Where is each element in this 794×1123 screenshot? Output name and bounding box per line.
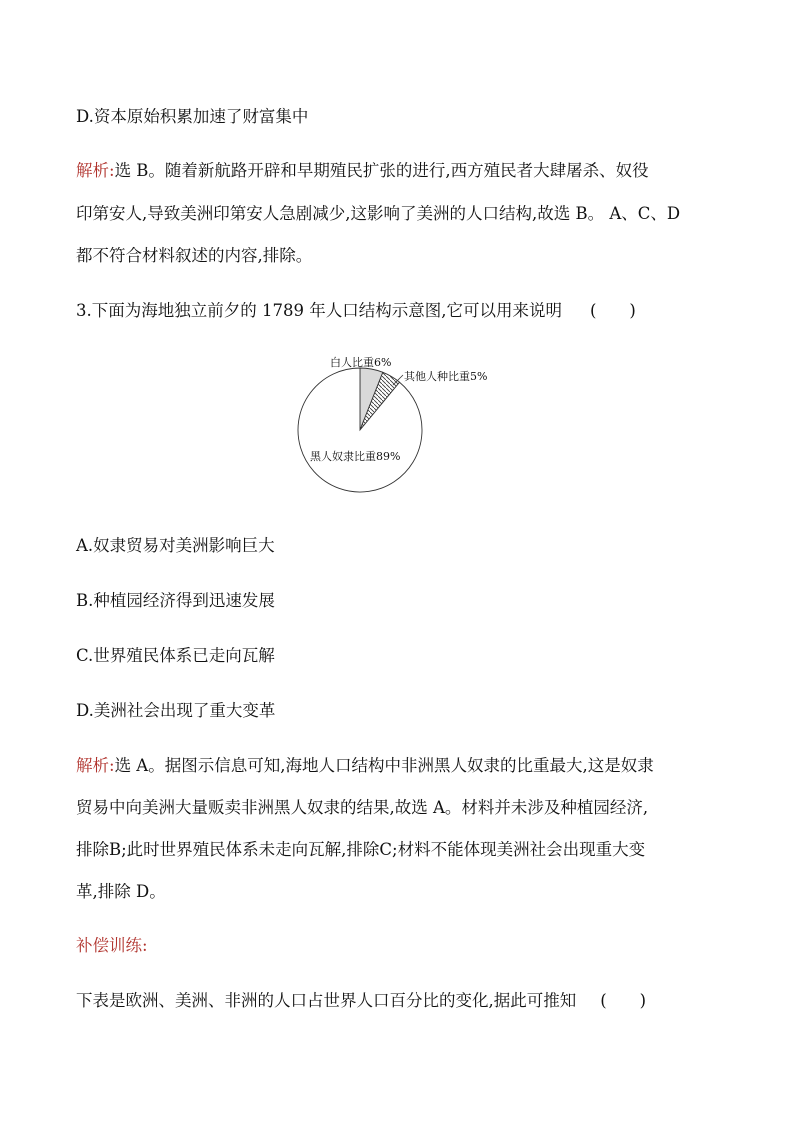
q3-analysis-line-3: 排除B;此时世界殖民体系未走向瓦解,排除C;材料不能体现美洲社会出现重大变	[76, 840, 646, 859]
q3-option-d: D.美洲社会出现了重大变革	[76, 701, 276, 720]
q3-analysis-line-2: 贸易中向美洲大量贩卖非洲黑人奴隶的结果,故选 A。材料并未涉及种植园经济,	[76, 798, 649, 817]
answer-blank: ( )	[600, 991, 647, 1010]
q2-analysis-line-3: 都不符合材料叙述的内容,排除。	[76, 246, 313, 265]
q3-option-c: C.世界殖民体系已走向瓦解	[76, 646, 275, 665]
pie-slice-black	[298, 368, 422, 492]
q3-stem	[76, 300, 636, 322]
q2-analysis-line-1	[76, 160, 649, 182]
q2-analysis-line-2: 印第安人,导致美洲印第安人急剧减少,这影响了美洲的人口结构,故选 B。 A、C、D	[76, 204, 681, 223]
analysis-text: 选 A。据图示信息可知,海地人口结构中非洲黑人奴隶的比重最大,这是奴隶	[114, 756, 654, 775]
q3-analysis-line-4: 革,排除 D。	[76, 882, 166, 901]
q3-option-a: A.奴隶贸易对美洲影响巨大	[76, 536, 275, 555]
analysis-text: 选 B。随着新航路开辟和早期殖民扩张的进行,西方殖民者大肆屠杀、奴役	[114, 161, 649, 180]
answer-blank: ( )	[589, 301, 636, 320]
supplement-stem	[76, 990, 646, 1012]
label-other: 其他人种比重5%	[404, 370, 488, 383]
label-black: 黑人奴隶比重89%	[310, 450, 401, 463]
supplement-stem-text: 下表是欧洲、美洲、非洲的人口占世界人口百分比的变化,据此可推知	[76, 991, 577, 1010]
q3-option-b: B.种植园经济得到迅速发展	[76, 591, 275, 610]
supplement-label: 补偿训练:	[76, 936, 148, 955]
label-white: 白人比重6%	[330, 356, 392, 369]
population-pie-chart	[290, 348, 510, 504]
analysis-label: 解析:	[76, 756, 115, 775]
analysis-label: 解析:	[76, 161, 115, 180]
q3-analysis-line-1	[76, 755, 654, 777]
q2-option-d: D.资本原始积累加速了财富集中	[76, 107, 309, 126]
q3-stem-text: 3.下面为海地独立前夕的 1789 年人口结构示意图,它可以用来说明	[76, 301, 562, 320]
